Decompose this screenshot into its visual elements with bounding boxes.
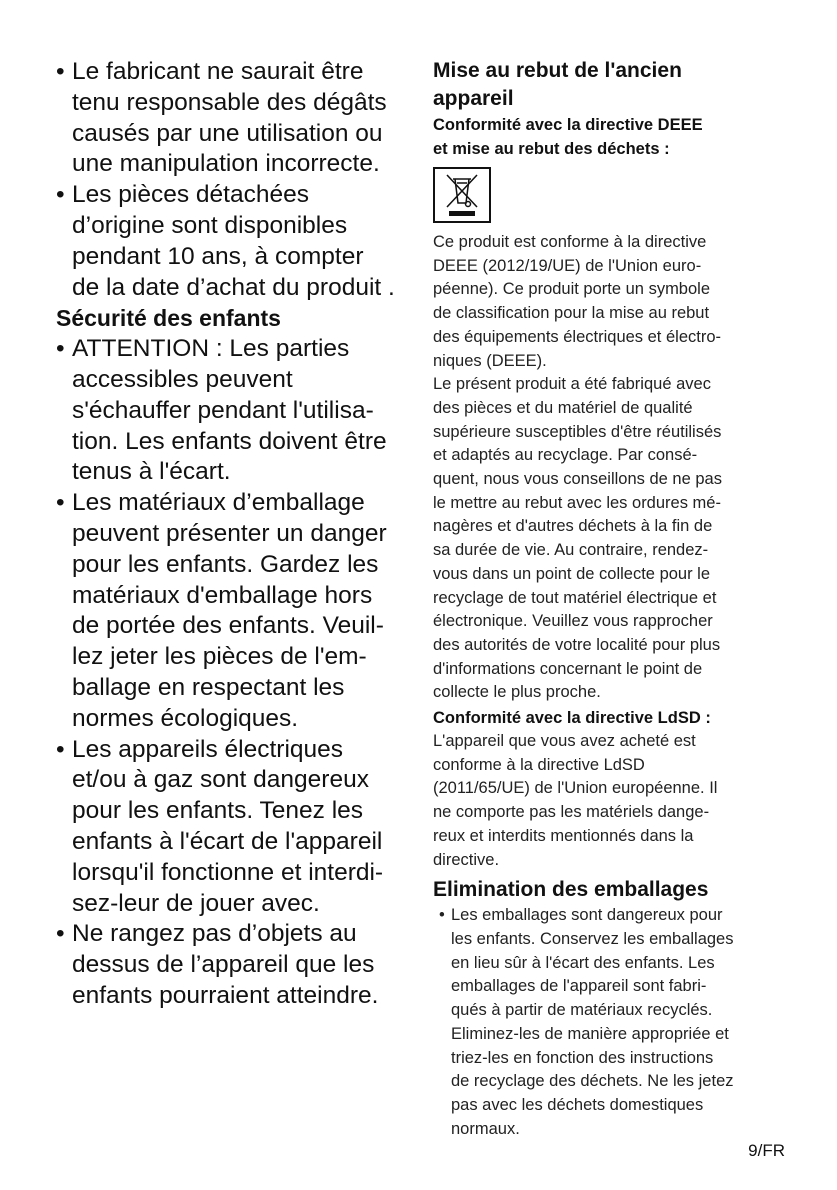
text-line: pas avec les déchets domestiques [451, 1095, 704, 1114]
text-line: le mettre au rebut avec les ordures mé- [433, 493, 721, 512]
text-line: accessibles peuvent [72, 365, 293, 393]
text-line: tion. Les enfants doivent être [72, 427, 387, 455]
text-line: tenu responsable des dégâts [72, 88, 387, 116]
text-line: emballages de l'appareil sont fabri- [451, 977, 707, 996]
subheading [433, 113, 803, 161]
text-line: Ne rangez pas d’objets au [72, 920, 357, 948]
text-line: Conformité avec la directive LdSD : [433, 709, 711, 728]
bullet-item [56, 180, 395, 303]
text-line: une manipulation incorrecte. [72, 150, 380, 178]
text-line: dessus de l’appareil que les [72, 951, 375, 979]
text-line: pour les enfants. Tenez les [72, 797, 364, 825]
text-line: Conformité avec la directive DEEE [433, 116, 703, 134]
section-heading [56, 303, 395, 334]
bullet-dot: • [56, 735, 65, 763]
text-line: et/ou à gaz sont dangereux [72, 766, 369, 794]
text-line: reux et interdits mentionnés dans la [433, 826, 694, 845]
text-line: appareil [433, 87, 514, 110]
text-line: ATTENTION : Les parties [72, 335, 350, 363]
text-line: pour les enfants. Gardez les [72, 550, 379, 578]
text-line: enfants à l'écart de l'appareil [72, 827, 383, 855]
text-line: Les pièces détachées [72, 181, 309, 209]
text-line: Le fabricant ne saurait être [72, 58, 364, 85]
text-line: sez-leur de jouer avec. [72, 889, 320, 917]
text-line: d'informations concernant le point de [433, 659, 703, 678]
text-line: triez-les en fonction des instructions [451, 1048, 714, 1067]
bullet-dot: • [56, 181, 65, 209]
text-line: ballage en respectant les [72, 673, 345, 701]
text-line: Les emballages sont dangereux pour [451, 906, 723, 925]
text-line: matériaux d'emballage hors [72, 581, 373, 609]
text-line: collecte le plus proche. [433, 683, 601, 702]
text-line: des équipements électriques et électro- [433, 327, 721, 346]
bullet-dot: • [56, 335, 65, 363]
text-line: quent, nous vous conseillons de ne pas [433, 470, 722, 489]
text-line: pendant 10 ans, à compter [72, 242, 364, 270]
left-column [56, 57, 395, 1012]
text-line: les enfants. Conservez les emballages [451, 929, 734, 948]
bullet-item [56, 334, 395, 488]
text-line: de portée des enfants. Veuil- [72, 612, 384, 640]
text-line: recyclage de tout matériel électrique et [433, 588, 717, 607]
text-line: et adaptés au recyclage. Par consé- [433, 446, 698, 465]
text-line: directive. [433, 850, 500, 869]
text-line: normaux. [451, 1119, 520, 1138]
text-line: supérieure susceptibles d'être réutilisés [433, 422, 722, 441]
bullet-item [56, 488, 395, 734]
bullet-item [56, 57, 395, 180]
bullet-dot: • [56, 489, 65, 517]
text-line: peuvent présenter un danger [72, 519, 387, 547]
text-line: Ce produit est conforme à la directive [433, 233, 707, 251]
text-line: péenne). Ce produit porte un symbole [433, 280, 711, 299]
text-line: Le présent produit a été fabriqué avec [433, 375, 711, 394]
text-line: causés par une utilisation ou [72, 119, 383, 147]
section-heading [433, 57, 803, 113]
paragraph [433, 730, 803, 872]
text-line: enfants pourraient atteindre. [72, 981, 379, 1009]
text-line: tenus à l'écart. [72, 458, 231, 486]
text-line: niques (DEEE). [433, 351, 547, 370]
text-line: d’origine sont disponibles [72, 211, 348, 239]
text-line: Eliminez-les de manière appropriée et [451, 1024, 729, 1043]
text-line: (2011/65/UE) de l'Union européenne. Il [433, 779, 718, 798]
text-line: lez jeter les pièces de l'em- [72, 643, 367, 671]
text-line: s'échauffer pendant l'utilisa- [72, 396, 374, 424]
bullet-dot: • [439, 906, 445, 925]
text-line: électronique. Veuillez vous rapprocher [433, 612, 713, 631]
weee-crossed-bin-icon [433, 167, 491, 223]
text-line: Elimination des emballages [433, 878, 709, 902]
text-line: Les matériaux d’emballage [72, 489, 365, 517]
text-line: qués à partir de matériaux recyclés. [451, 1001, 713, 1020]
text-line: lorsqu'il fonctionne et interdi- [72, 858, 384, 886]
text-line: sa durée de vie. Au contraire, rendez- [433, 541, 709, 560]
text-line: nagères et d'autres déchets à la fin de [433, 517, 713, 536]
text-line: Mise au rebut de l'ancien [433, 59, 682, 82]
section-heading [433, 876, 803, 904]
text-line: des pièces et du matériel de qualité [433, 398, 693, 417]
text-line: ne comporte pas les matériels dange- [433, 803, 710, 822]
bullet-item [56, 919, 395, 1011]
text-line: de la date d’achat du produit . [72, 273, 395, 301]
text-line: DEEE (2012/19/UE) de l'Union euro- [433, 256, 702, 275]
text-line: vous dans un point de collecte pour le [433, 564, 711, 583]
page-number: 9/FR [748, 1141, 785, 1160]
bullet-dot: • [56, 58, 65, 85]
bullet-item [433, 904, 803, 1141]
text-line: en lieu sûr à l'écart des enfants. Les [451, 953, 715, 972]
text-line: L'appareil que vous avez acheté est [433, 732, 696, 751]
text-line: de classification pour la mise au rebut [433, 304, 710, 323]
right-column [433, 57, 803, 1141]
text-line: normes écologiques. [72, 704, 299, 732]
subheading [433, 706, 803, 730]
text-line: de recyclage des déchets. Ne les jetez [451, 1072, 734, 1091]
text-line: des autorités de votre localité pour plus [433, 635, 721, 654]
text-line: Sécurité des enfants [56, 305, 281, 332]
text-line: et mise au rebut des déchets : [433, 140, 670, 158]
text-line: Les appareils électriques [72, 735, 344, 763]
bullet-dot: • [56, 920, 65, 948]
bullet-item [56, 735, 395, 920]
text-line: conforme à la directive LdSD [433, 755, 645, 774]
paragraph [433, 231, 803, 705]
